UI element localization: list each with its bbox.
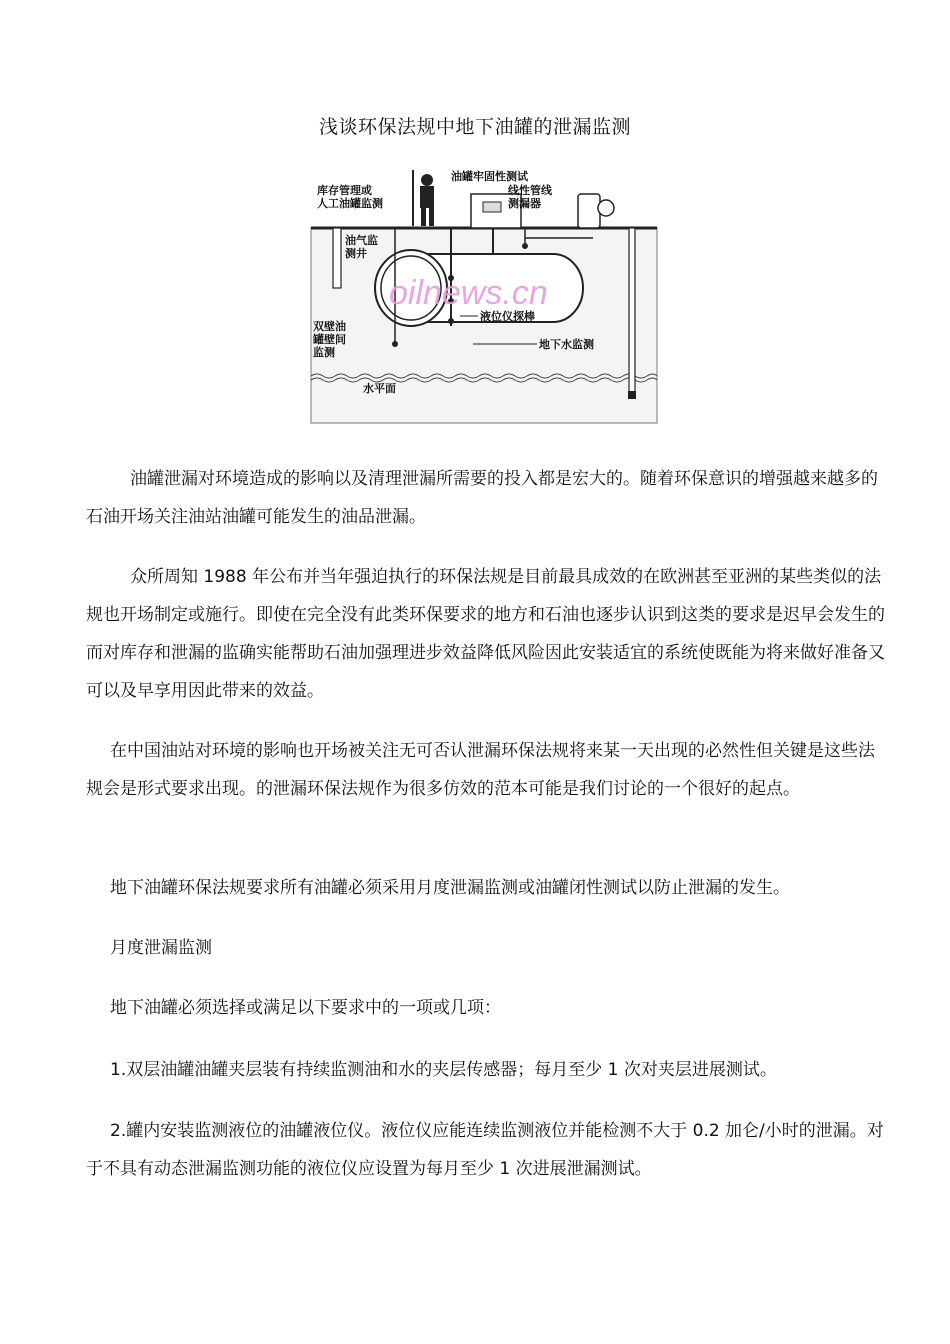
underground-tank-diagram [303,166,663,428]
paragraph-3: 在中国油站对环境的影响也开场被关注无可否认泄漏环保法规将来某一天出现的必然性但关键是这些法规会是形式要求出现。的泄漏环保法规作为很多仿效的范本可能是我们讨论的一个很好的起点。 [86,741,875,799]
list-item-2: 2.罐内安装监测液位的油罐液位仪。液位仪应能连续监测液位并能检测不大于 0.2 加仑/小时的泄漏。对于不具有动态泄漏监测功能的液位仪应设置为每月至少 1 次进展泄漏测试。 [86,1121,884,1179]
interstitial-label-2: 罐壁间 [313,333,346,346]
inventory-label-2: 人工油罐监测 [317,197,383,210]
paragraph-2: 众所周知 1988 年公布并当年强迫执行的环保法规是目前最具成效的在欧洲甚至亚洲的某些类似的法规也开场制定或施行。即使在完全没有此类环保要求的地方和石油也逐步认识到这类的要求是迟早会发生的而对库存和泄漏的监确实能帮助石油加强理进步效益降低风险因此安装适宜的系统使既能为将来做好准备又可以及早享用因此带来的效益。 [86,567,885,701]
line-leak-label-1: 线性管线 [508,184,552,197]
interstitial-label-3: 监测 [313,346,335,359]
groundwater-label: 地下水监测 [539,338,594,351]
water-table-label: 水平面 [363,382,396,395]
paragraph-1: 油罐泄漏对环境造成的影响以及清理泄漏所需要的投入都是宏大的。随着环保意识的增强越来越多的石油开场关注油站油罐可能发生的油品泄漏。 [86,469,878,527]
watermark: oilnews.cn [389,274,548,312]
vapor-well-label-2: 测井 [345,247,367,260]
list-item-1: 1.双层油罐油罐夹层装有持续监测油和水的夹层传感器；每月至少 1 次对夹层进展测试。 [110,1060,777,1080]
interstitial-label-1: 双壁油 [313,320,346,333]
level-probe-label: 液位仪探棒 [480,310,535,323]
paragraph-6: 地下油罐必须选择或满足以下要求中的一项或几项： [110,998,501,1018]
vapor-well-label-1: 油气监 [345,234,378,247]
document-title: 浅谈环保法规中地下油罐的泄漏监测 [318,116,631,138]
line-leak-label-2: 测漏器 [508,197,541,210]
section-heading-monthly: 月度泄漏监测 [110,938,212,958]
paragraph-4: 地下油罐环保法规要求所有油罐必须采用月度泄漏监测或油罐闭性测试以防止泄漏的发生。 [110,878,790,898]
inventory-label-1: 库存管理或 [317,184,372,197]
tightness-label: 油罐牢固性测试 [451,170,528,183]
